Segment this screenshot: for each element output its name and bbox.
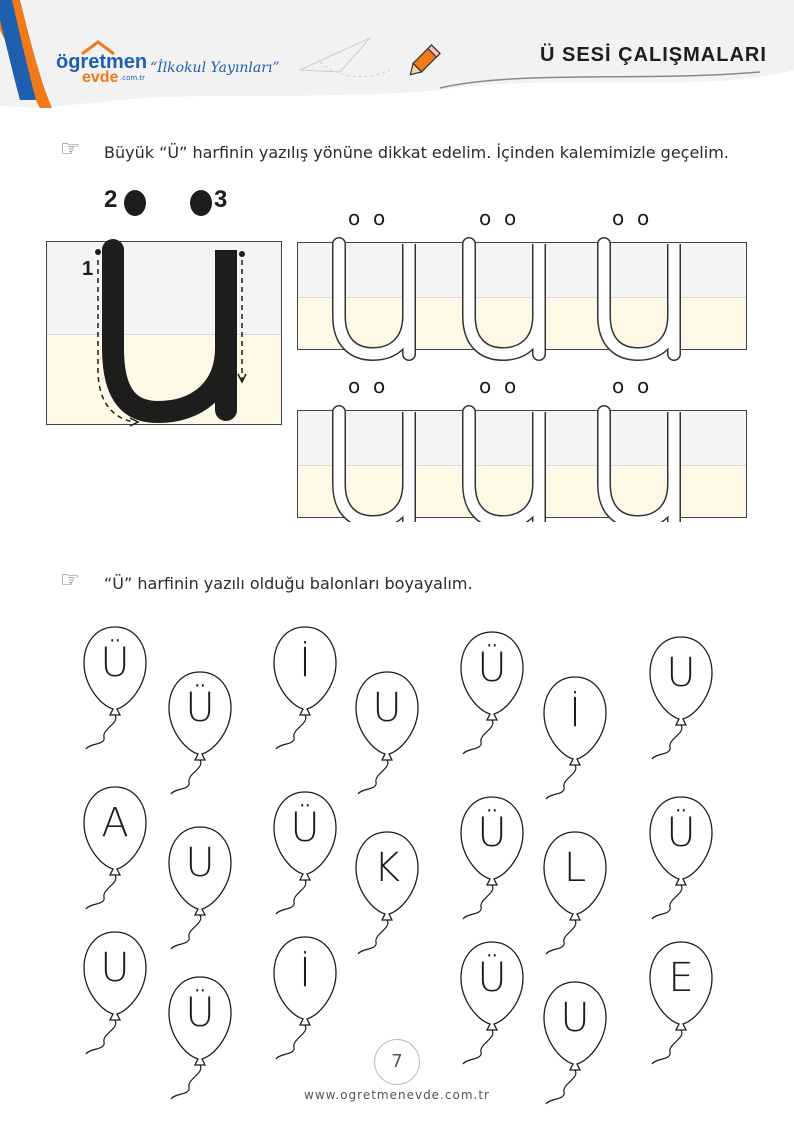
page-number: 7 <box>391 1051 403 1072</box>
balloon[interactable] <box>540 675 610 805</box>
balloon[interactable] <box>646 940 716 1070</box>
page-title: Ü SESİ ÇALIŞMALARI <box>540 44 767 66</box>
balloon[interactable] <box>80 930 150 1060</box>
balloon[interactable] <box>352 670 422 800</box>
trace-dots: o o <box>348 206 386 230</box>
balloon-letter: İ <box>569 690 581 736</box>
trace-dots: o o <box>612 206 650 230</box>
trace-dots: o o <box>479 206 517 230</box>
balloon-letter: Ü <box>666 810 696 856</box>
balloon[interactable] <box>80 785 150 915</box>
dot-icon <box>190 190 212 216</box>
balloon-letter: U <box>666 650 696 696</box>
balloon[interactable] <box>646 635 716 765</box>
balloon[interactable] <box>165 825 235 955</box>
balloon[interactable] <box>540 830 610 960</box>
balloon-letter: Ü <box>185 685 215 731</box>
balloon-letter: Ü <box>290 805 320 851</box>
logo-sub: evde <box>82 69 119 86</box>
logo <box>56 52 146 88</box>
footer-url: www.ogretmenevde.com.tr <box>304 1088 490 1102</box>
balloon[interactable] <box>457 630 527 760</box>
balloon-letter: L <box>563 845 587 891</box>
trace-dots: o o <box>612 374 650 398</box>
balloon[interactable] <box>80 625 150 755</box>
balloon[interactable] <box>352 830 422 960</box>
logo-domain: .com.tr <box>120 74 146 82</box>
logo-main: ögretmen <box>56 51 148 73</box>
balloon-letter: Ü <box>477 810 507 856</box>
stroke-label-2: 2 <box>104 186 118 213</box>
balloon[interactable] <box>165 670 235 800</box>
stroke-label-1: 1 <box>82 258 94 280</box>
publisher-name: “İlkokul Yayınları” <box>150 60 280 76</box>
balloon-letter: K <box>373 845 401 891</box>
balloon-letter: Ü <box>185 990 215 1036</box>
stroke-label-3: 3 <box>214 186 228 213</box>
trace-dots: o o <box>348 374 386 398</box>
balloon-letter: Ü <box>477 645 507 691</box>
balloon-letter: U <box>100 945 130 991</box>
balloon-letter: E <box>668 955 694 1001</box>
instruction-2: “Ü” harfinin yazılı olduğu balonları boyayalım. <box>104 574 473 593</box>
pointing-hand-icon: ☞ <box>60 568 80 593</box>
dot-icon <box>124 190 146 216</box>
balloon-letter: U <box>560 995 590 1041</box>
balloon[interactable] <box>270 790 340 920</box>
balloon-letter: A <box>101 800 129 846</box>
balloon-letter: Ü <box>100 640 130 686</box>
balloon[interactable] <box>457 940 527 1070</box>
instruction-1: Büyük “Ü” harfinin yazılış yönüne dikkat edelim. İçinden kalemimizle geçelim. <box>104 143 729 162</box>
balloon-letter: İ <box>299 950 311 996</box>
pencil-icon <box>403 42 443 82</box>
balloon[interactable] <box>270 935 340 1065</box>
balloon[interactable] <box>165 975 235 1105</box>
balloon-letter: İ <box>299 640 311 686</box>
balloon[interactable] <box>646 795 716 925</box>
balloon[interactable] <box>270 625 340 755</box>
balloon-letter: Ü <box>477 955 507 1001</box>
pointing-hand-icon: ☞ <box>60 137 80 162</box>
balloon-letter: U <box>372 685 402 731</box>
balloon-letter: U <box>185 840 215 886</box>
trace-dots: o o <box>479 374 517 398</box>
balloon[interactable] <box>457 795 527 925</box>
